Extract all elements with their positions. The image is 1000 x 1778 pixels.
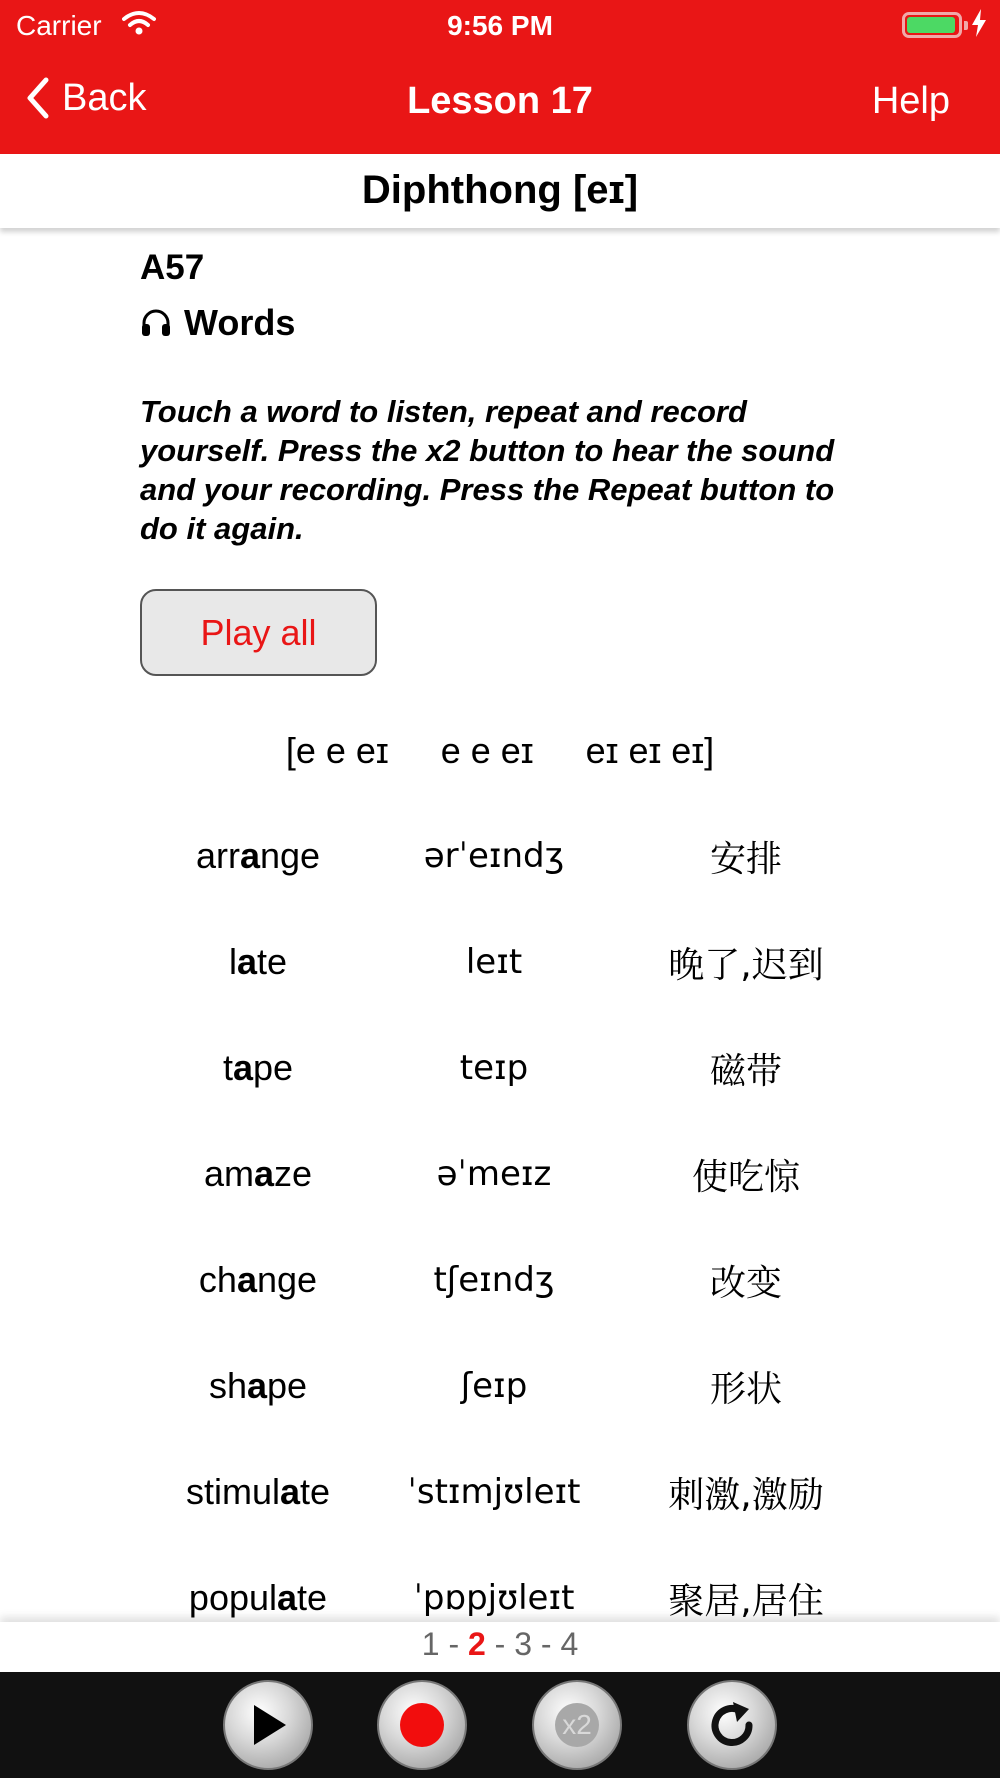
phonetic-group: e e eɪ	[440, 730, 534, 771]
record-icon	[397, 1700, 447, 1750]
carrier-label: Carrier	[16, 10, 102, 41]
word-text[interactable]: amaze	[203, 1153, 313, 1194]
word-text[interactable]: tape	[222, 1047, 294, 1088]
instructions-text: Touch a word to listen, repeat and record yourself. Press the x2 button to hear the sound and your recording. Press the Repeat button to do it again.	[140, 394, 835, 546]
repeat-icon	[703, 1696, 761, 1754]
word-text[interactable]: populate	[188, 1577, 328, 1618]
headphones-icon	[140, 308, 172, 338]
back-label: Back	[62, 76, 147, 119]
word-translation: 聚居,居住	[668, 1580, 824, 1622]
word-translation: 使吃惊	[691, 1156, 800, 1198]
word-row[interactable]	[140, 803, 880, 909]
battery-icon	[902, 12, 962, 38]
word-translation: 磁带	[709, 1050, 782, 1092]
play-button[interactable]	[223, 1680, 313, 1770]
help-button[interactable]: Help	[871, 80, 950, 122]
word-translation: 刺激,激励	[668, 1474, 824, 1516]
word-row[interactable]	[140, 1439, 880, 1545]
word-text[interactable]: arrange	[195, 835, 321, 876]
word-translation: 改变	[709, 1262, 782, 1304]
word-row[interactable]	[140, 1121, 880, 1227]
navigation-bar	[0, 60, 1000, 144]
page-4[interactable]: 4	[560, 1626, 579, 1662]
word-ipa: teɪp	[459, 1048, 529, 1088]
word-text[interactable]: shape	[208, 1365, 308, 1406]
word-row[interactable]	[140, 1333, 880, 1439]
play-all-button[interactable]: Play all	[140, 589, 377, 676]
word-translation: 形状	[709, 1368, 782, 1410]
word-ipa: ˈstɪmjʊleɪt	[407, 1472, 581, 1512]
word-list	[140, 803, 880, 1651]
word-translation: 晚了,迟到	[668, 944, 824, 986]
word-row[interactable]	[140, 1015, 880, 1121]
section-code: A57	[140, 248, 205, 287]
section-heading	[140, 302, 880, 344]
word-text[interactable]: late	[228, 941, 288, 982]
repeat-button[interactable]	[687, 1680, 777, 1770]
word-ipa: tʃeɪndʒ	[433, 1260, 555, 1300]
word-ipa: əˈmeɪz	[436, 1154, 552, 1194]
word-row[interactable]	[140, 1227, 880, 1333]
lesson-subtitle: Diphthong [eɪ]	[0, 154, 1000, 228]
section-heading-label: Words	[184, 302, 296, 343]
playback-controls	[0, 1672, 1000, 1778]
phonetic-group: [e e eɪ	[285, 730, 389, 771]
status-bar	[0, 0, 1000, 50]
page-separator: -	[485, 1626, 515, 1662]
page-3[interactable]: 3	[514, 1626, 533, 1662]
x2-label: x2	[562, 1709, 592, 1740]
word-translation: 安排	[709, 838, 782, 880]
record-button[interactable]	[377, 1680, 467, 1770]
play-icon	[246, 1701, 290, 1749]
x2-button[interactable]	[532, 1680, 622, 1770]
word-ipa: ərˈeɪndʒ	[423, 836, 565, 876]
top-bar	[0, 0, 1000, 154]
phonetic-group: eɪ eɪ eɪ]	[585, 730, 715, 771]
section-content	[140, 248, 880, 548]
page-2-active[interactable]: 2	[467, 1626, 486, 1662]
word-text[interactable]: change	[198, 1259, 318, 1300]
word-ipa: ˈpɒpjʊleɪt	[413, 1578, 575, 1618]
word-text[interactable]: stimulate	[185, 1471, 331, 1512]
page-title: Lesson 17	[407, 80, 593, 122]
word-ipa: leɪt	[465, 942, 523, 982]
phonetic-pattern	[140, 730, 860, 772]
page-separator: -	[439, 1626, 468, 1662]
word-row[interactable]	[140, 909, 880, 1015]
page-separator: -	[532, 1626, 561, 1662]
word-ipa: ʃeɪp	[460, 1366, 528, 1406]
page-1[interactable]: 1	[421, 1626, 440, 1662]
status-time: 9:56 PM	[447, 10, 553, 41]
page-indicator	[0, 1622, 1000, 1672]
charging-bolt-icon	[970, 8, 988, 43]
